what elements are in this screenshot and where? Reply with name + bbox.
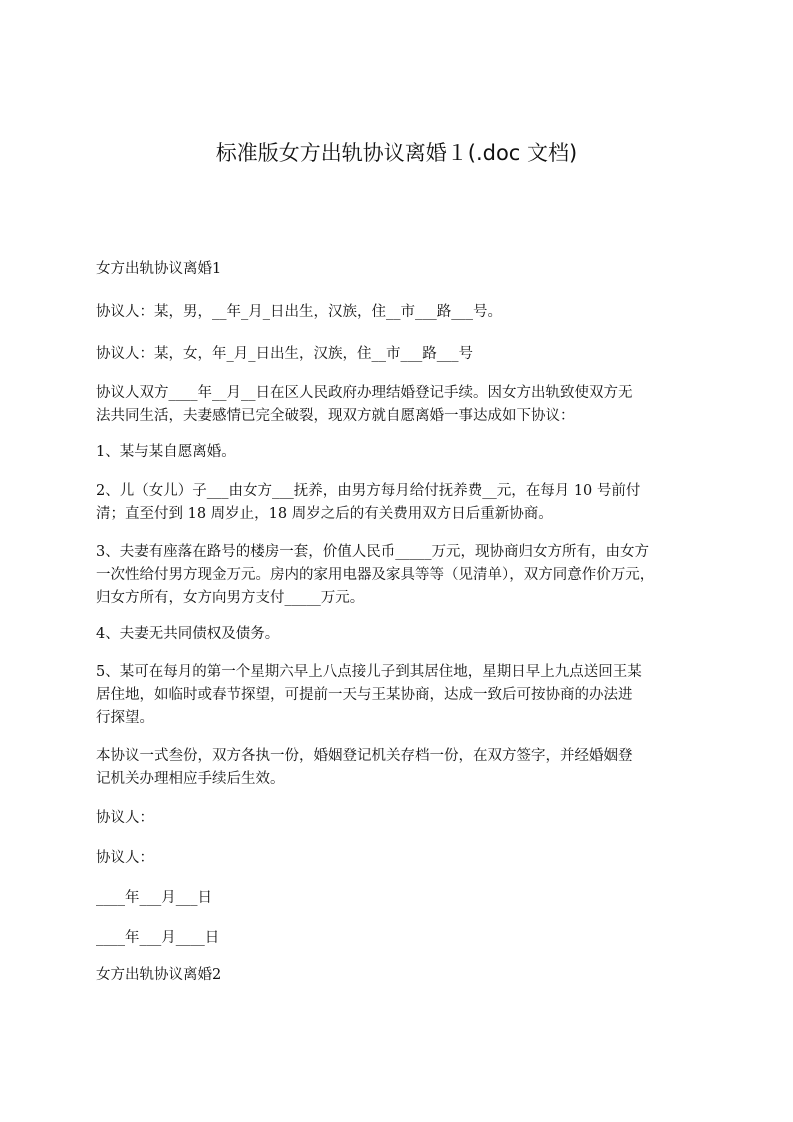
- clause-2: [96, 480, 701, 526]
- signature-line: 协议人：: [96, 850, 154, 866]
- paragraph-line: 本协议一式叁份，双方各执一份，婚姻登记机关存档一份，在双方签字，并经婚姻登: [96, 748, 633, 764]
- clause-5: [96, 661, 701, 730]
- paragraph-line: 3、夫妻有座落在路号的楼房一套，价值人民币_____万元，现协商归女方所有，由女方: [96, 544, 649, 560]
- paragraph-line: 协议人双方____年__月__日在区人民政府办理结婚登记手续。因女方出轨致使双方无: [96, 385, 633, 401]
- party-line: 协议人：某，男，__年_月_日出生，汉族，住__市___路___号。: [96, 304, 502, 320]
- paragraph-line: 记机关办理相应手续后生效。: [96, 771, 285, 787]
- intro-paragraph: [96, 382, 701, 428]
- paragraph-line: 法共同生活，夫妻感情已完全破裂，现双方就自愿离婚一事达成如下协议：: [96, 408, 575, 424]
- paragraph-line: 归女方所有，女方向男方支付_____万元。: [96, 590, 365, 606]
- section-heading: 女方出轨协议离婚1: [96, 261, 222, 277]
- date-line: ____年___月____日: [96, 930, 220, 946]
- closing-paragraph: [96, 745, 701, 791]
- document-title: 标准版女方出轨协议离婚１(.doc 文档): [215, 141, 578, 165]
- clause-3: [96, 541, 701, 610]
- section-heading: 女方出轨协议离婚2: [96, 967, 222, 983]
- paragraph-line: 2、儿（女儿）子___由女方___抚养，由男方每月给付抚养费__元，在每月 10 号前付: [96, 483, 641, 499]
- party-line: 协议人：某，女，年_月_日出生，汉族，住__市___路___号: [96, 346, 473, 362]
- paragraph-line: 一次性给付男方现金万元。房内的家用电器及家具等等（见清单），双方同意作价万元，: [96, 567, 655, 583]
- paragraph-line: 清；直至付到 18 周岁止，18 周岁之后的有关费用双方日后重新协商。: [96, 506, 553, 522]
- paragraph-line: 5、某可在每月的第一个星期六早上八点接儿子到其居住地，星期日早上九点送回王某: [96, 664, 642, 680]
- date-line: ____年___月___日: [96, 890, 212, 906]
- clause-4: 4、夫妻无共同债权及债务。: [96, 626, 280, 642]
- clause-1: 1、某与某自愿离婚。: [96, 444, 236, 460]
- signature-line: 协议人：: [96, 810, 154, 826]
- paragraph-line: 居住地，如临时或春节探望，可提前一天与王某协商，达成一致后可按协商的办法进: [96, 687, 633, 703]
- paragraph-line: 行探望。: [96, 710, 154, 726]
